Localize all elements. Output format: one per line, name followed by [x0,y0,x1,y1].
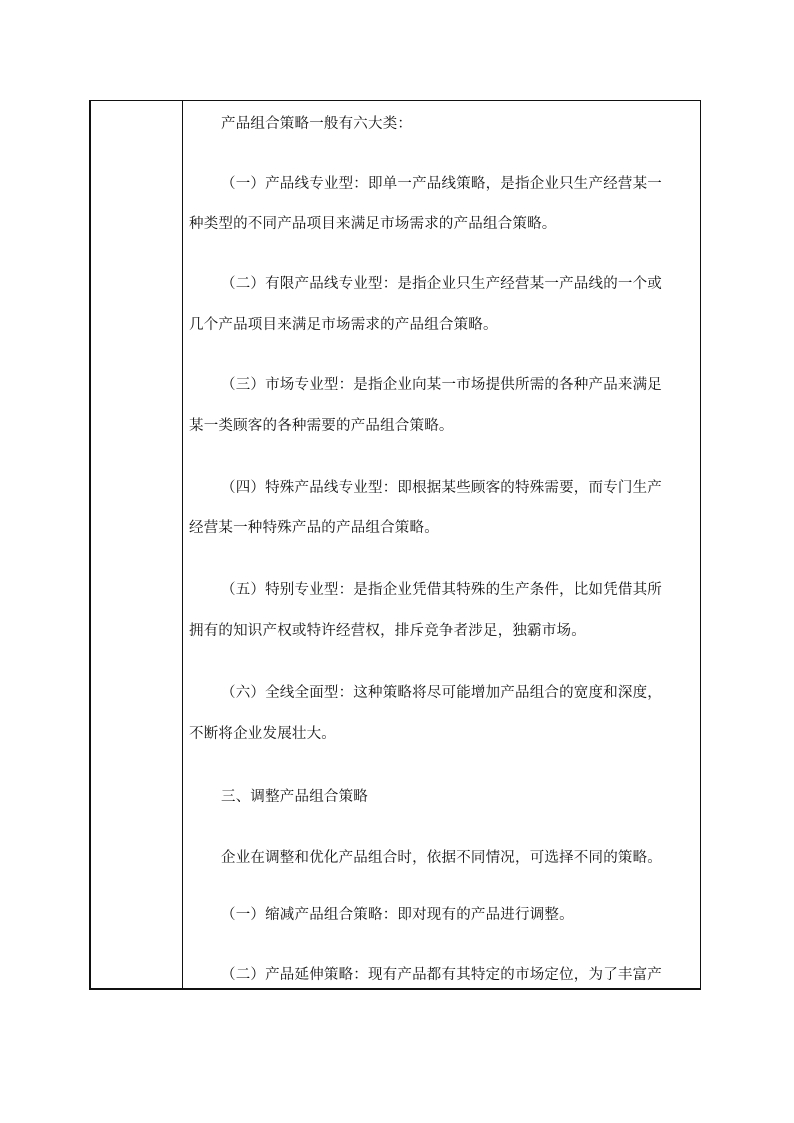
paragraph-line-type6-a: （六）全线全面型：这种策略将尽可能增加产品组合的宽度和深度， [221,685,662,701]
left-table-cell [91,101,183,988]
paragraph-line-type4-a: （四）特殊产品线专业型：即根据某些顾客的特殊需要，而专门生产 [221,480,662,496]
paragraph-line-type5-b: 拥有的知识产权或特许经营权，排斥竞争者涉足，独霸市场。 [189,623,586,639]
right-table-cell [183,101,700,988]
paragraph-line-type3-a: （三）市场专业型：是指企业向某一市场提供所需的各种产品来满足 [221,377,662,393]
paragraph-line-type3-b: 某一类顾客的各种需要的产品组合策略。 [189,418,454,434]
paragraph-line-type6-b: 不断将企业发展壮大。 [189,726,336,742]
content-table [89,100,701,990]
paragraph-line-extend: （二）产品延伸策略：现有产品都有其特定的市场定位，为了丰富产 [221,967,662,983]
paragraph-line-intro: 产品组合策略一般有六大类： [221,116,413,132]
paragraph-line-type4-b: 经营某一种特殊产品的产品组合策略。 [189,520,439,536]
paragraph-line-reduce: （一）缩减产品组合策略：即对现有的产品进行调整。 [221,907,574,923]
paragraph-line-type1-b: 种类型的不同产品项目来满足市场需求的产品组合策略。 [189,216,557,232]
section-heading-adjust: 三、调整产品组合策略 [221,789,368,805]
paragraph-line-type1-a: （一）产品线专业型：即单一产品线策略，是指企业只生产经营某一 [221,176,662,192]
paragraph-line-type5-a: （五）特别专业型：是指企业凭借其特殊的生产条件，比如凭借其所 [221,582,662,598]
paragraph-line-type2-a: （二）有限产品线专业型：是指企业只生产经营某一产品线的一个或 [221,276,662,292]
paragraph-line-adjust-intro: 企业在调整和优化产品组合时，依据不同情况，可选择不同的策略。 [221,850,662,866]
paragraph-line-type2-b: 几个产品项目来满足市场需求的产品组合策略。 [189,317,498,333]
